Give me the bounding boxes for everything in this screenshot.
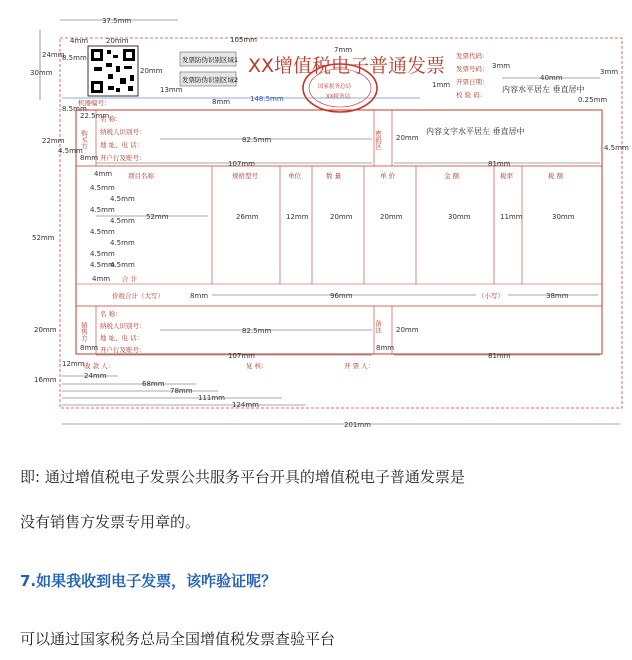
dim-0-25: 0.25mm (578, 96, 608, 104)
dim-82-5-buyer: 82.5mm (242, 136, 272, 144)
dim-20mm-top: 20mm (106, 37, 129, 45)
dim-82-5-seller: 82.5mm (242, 327, 272, 335)
dim-30-col-b: 30mm (552, 213, 575, 221)
meta-invoice-number: 发票号码： (456, 65, 489, 73)
col-tax-amount: 税 额 (548, 172, 564, 180)
meta-check-code: 校 验 码： (456, 91, 487, 99)
dim-30-col-a: 30mm (448, 213, 471, 221)
dim-40mm: 40mm (540, 74, 563, 82)
dim-81-seller: 81mm (488, 352, 511, 360)
reserved-area-1: 发票防伪识别区域1 (182, 56, 239, 64)
dim-107-buyer: 107mm (228, 160, 255, 168)
reviewer-label: 复 核： (246, 362, 268, 370)
article-paragraph-1b: 没有销售方发票专用章的。 (20, 513, 201, 531)
seller-address-label: 地 址、电 话： (100, 334, 144, 342)
dim-22-5: 22.5mm (80, 112, 110, 120)
meta-note: 内容水平居左 垂直居中 (502, 85, 585, 94)
dim-12-col: 12mm (286, 213, 309, 221)
dim-3mm-a: 3mm (492, 62, 511, 70)
dim-8mm-seller: 8mm (80, 344, 99, 352)
article-paragraph-2: 可以通过国家税务总局全国增值税发票查验平台 (20, 630, 336, 648)
dim-24mm-footer: 24mm (84, 372, 107, 380)
dim-148-5: 148.5mm (250, 95, 284, 103)
dim-8mm-buyer: 8mm (80, 154, 99, 162)
dim-4-5-left: 4.5mm (58, 147, 83, 155)
dim-goods-row: 4.5mm (90, 184, 115, 192)
dim-goods-4mm: 4mm (94, 170, 113, 178)
col-spec: 规格型号 (232, 172, 258, 180)
dim-goods-row: 4.5mm (110, 217, 135, 225)
dim-20-col-a: 20mm (330, 213, 353, 221)
dim-52-col: 52mm (146, 213, 169, 221)
svg-text:XX税务局: XX税务局 (326, 94, 351, 100)
seller-side-label: 销售方 (80, 322, 88, 342)
dim-goods-row: 4.5mm (90, 250, 115, 258)
dim-goods-row: 4.5mm (90, 228, 115, 236)
dim-16mm: 16mm (34, 376, 57, 384)
dim-4-5-right: 4.5mm (604, 144, 629, 152)
dim-20mm-remarks: 20mm (396, 326, 419, 334)
dim-78mm: 78mm (170, 387, 193, 395)
seller-name-label: 名 称： (100, 310, 122, 318)
dim-8mm-top: 8mm (212, 98, 231, 106)
dim-201mm: 201mm (344, 421, 371, 429)
dim-8-5-left: 8.5mm (62, 105, 87, 113)
remarks-label: 备注 (374, 320, 382, 333)
issuer-label: 开 票 人： (344, 362, 375, 370)
meta-invoice-code: 发票代码： (456, 52, 489, 60)
dim-30mm: 30mm (30, 69, 53, 77)
dim-8-5: 8.5mm (62, 54, 87, 62)
cipher-note: 内容文字水平居左 垂直居中 (426, 127, 525, 136)
dim-goods-row: 4.5mm (110, 195, 135, 203)
buyer-name-label: 名 称： (100, 115, 122, 123)
dim-22mm: 22mm (42, 137, 65, 145)
dim-goods-row: 4.5mm (110, 261, 135, 269)
dim-13mm: 13mm (160, 86, 183, 94)
machine-number-label: 机器编号： (78, 99, 111, 107)
dim-52mm-left: 52mm (32, 234, 55, 242)
dim-20-col-b: 20mm (380, 213, 403, 221)
question-heading: 7.如果我收到电子发票，该咋验证呢？ (20, 572, 277, 590)
buyer-side-label: 购买方 (80, 130, 88, 150)
total-words-label: 价税合计（大写） (112, 292, 164, 300)
col-tax-rate: 税率 (500, 172, 513, 180)
dim-37-5: 37.5mm (102, 17, 132, 25)
dim-4mm: 4mm (70, 37, 89, 45)
meta-invoice-date: 开票日期： (456, 78, 489, 86)
article-paragraph-1a: 即: 通过增值税电子发票公共服务平台开具的增值税电子普通发票是 (20, 468, 465, 486)
buyer-tax-id-label: 纳税人识别号： (100, 128, 146, 136)
dim-107-seller: 107mm (228, 352, 255, 360)
total-label: 合 计 (122, 275, 138, 283)
dim-38mm: 38mm (546, 292, 569, 300)
col-unit-price: 单 价 (380, 172, 396, 180)
dim-goods-row: 4.5mm (90, 261, 115, 269)
dim-20mm-left: 20mm (34, 326, 57, 334)
dim-68mm: 68mm (142, 380, 165, 388)
dim-11-col: 11mm (500, 213, 523, 221)
qr-size-label: 20mm (140, 67, 163, 75)
cipher-area-label: 密码区 (374, 130, 382, 150)
col-item-name: 项目名称 (128, 172, 154, 180)
dim-goods-4mm-bottom: 4mm (92, 275, 111, 283)
dim-8mm-remarks: 8mm (376, 344, 395, 352)
dim-20mm-cipher: 20mm (396, 134, 419, 142)
dim-105mm: 105mm (230, 36, 257, 44)
seller-bank-label: 开户行及账号： (100, 346, 146, 354)
dim-7mm: 7mm (334, 46, 353, 54)
col-unit: 单位 (288, 172, 301, 180)
payee-label: 收 款 人： (84, 362, 115, 370)
col-amount: 金 额 (444, 172, 460, 180)
reserved-area-2: 发票防伪识别区域2 (182, 76, 239, 84)
dim-goods-row: 4.5mm (110, 239, 135, 247)
dim-goods-row: 4.5mm (90, 206, 115, 214)
buyer-address-label: 地 址、电 话： (100, 141, 144, 149)
invoice-title: XX增值税电子普通发票 (248, 55, 446, 77)
col-quantity: 数 量 (326, 172, 342, 180)
dim-8mm-total: 8mm (190, 292, 209, 300)
dim-26-col: 26mm (236, 213, 259, 221)
total-small-label: （小写） (478, 292, 504, 300)
dim-111mm: 111mm (198, 394, 225, 402)
qr-code-icon (88, 46, 138, 96)
dim-1mm: 1mm (432, 81, 451, 89)
svg-text:国家税务总局: 国家税务总局 (318, 84, 352, 90)
dim-81-buyer: 81mm (488, 160, 511, 168)
dim-3mm-b: 3mm (600, 68, 619, 76)
dim-24mm: 24mm (42, 51, 65, 59)
buyer-bank-label: 开户行及账号： (100, 154, 146, 162)
dim-12mm: 12mm (62, 360, 85, 368)
dim-96mm: 96mm (330, 292, 353, 300)
dim-124mm: 124mm (232, 401, 259, 409)
seller-tax-id-label: 纳税人识别号： (100, 322, 146, 330)
